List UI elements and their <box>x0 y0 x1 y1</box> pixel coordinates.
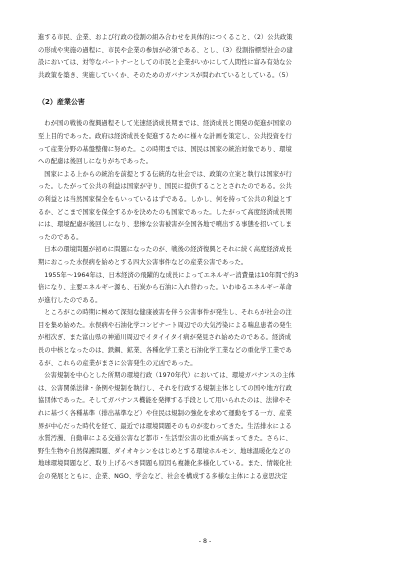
paragraph-3 <box>38 244 372 269</box>
text-line: 倍になり、主要エネルギー源も、石炭から石油に入れ替わった。いわゆるエネルギー革命 <box>38 284 292 292</box>
text-line: るが、これらの産業がまさに公害発生の元凶であった。 <box>38 359 197 367</box>
text-line: った。したがって公共の利益は国家が守り、国民に提供することとされたのである。公共 <box>38 183 292 191</box>
text-line: が進行したのである。 <box>38 296 102 304</box>
text-line: 水質汚濁、自動車による交通公害など都市・生活型公害の比重が高まってきた。さらに、 <box>38 435 292 443</box>
text-line: 地球環境問題など、取り上げるべき問題も原因も複雑化多様化している。また、情報化社 <box>38 460 292 468</box>
text-line: 公害規制を中心とした所期の環境行政（1970年代）においては、環境ガバナンスの主体 <box>44 372 295 380</box>
text-line: わが国の戦後の復興過程そして光速経済成長期までは、経済成長と開発の促進が国家の <box>44 120 292 128</box>
paragraph-2 <box>38 169 372 245</box>
text-line: 日本の環境問題が初めに問題になったのが、戦後の経済復興とそれに続く高度経済成長 <box>44 246 292 254</box>
text-line: の形成や実施の過程に、市民や企業の参加が必須である、とし、（3）役割指標型社会の建 <box>38 46 293 54</box>
text-line: 共政策を築き、実施していくか、そのためのガバナンスが問われているとしている。（5） <box>38 71 293 79</box>
paragraph-6 <box>38 370 372 483</box>
intro-paragraph <box>38 32 372 82</box>
text-line: るか、どこまで国家を保全するかを決めたのも国家であった。したがって高度経済成長期 <box>38 208 292 216</box>
text-line: 進する市民、企業、および行政の役割の組み合わせを具体的につくること、（2）公共政策 <box>38 34 293 41</box>
text-line: 協団体であった。そしてガバナンス機能を発揮する手段として用いられたのは、法律やそ <box>38 397 292 405</box>
text-line: への配慮は後回しになりがちであった。 <box>38 158 153 166</box>
text-line: 界が中心だった時代を経て、最近では環境問題そのものが変わってきた。生活排水による <box>38 422 292 430</box>
paragraph-4 <box>38 270 372 308</box>
page-number: - 8 - <box>198 538 212 545</box>
paragraph-1 <box>38 118 372 168</box>
text-line: 会の発展とともに、企業、NGO、学会など、社会を構成する多様な主体による意思決定 <box>38 473 288 480</box>
text-line: 至上目的であった。政府は経済成長を促進するために様々な計画を策定し、公共投資を行 <box>38 132 292 140</box>
text-line: 野生生物や自然保護問題、ダイオキシンをはじめとする環境ホルモン、地球温暖化などの <box>38 447 291 455</box>
text-line: ところがこの時期に極めて深刻な健康被害を伴う公害事件が発生し、それらが社会の注 <box>44 309 292 317</box>
text-line: 長の中核となったのは、鉄鋼、鉱業、各種化学工業と石油化学工業などの重化学工業であ <box>38 347 292 355</box>
paragraph-5 <box>38 307 372 370</box>
text-line: 期におこった水俣病を始めとする四大公害事件などの産業公害であった。 <box>38 258 248 266</box>
text-line: が相次ぎ、また富山県の神通川周辺でイタイイタイ病が発見され始めたのである。経済成 <box>38 334 292 342</box>
text-line: って産業分野の基盤整備に努めた。この時期までは、国民は国家の統治対象であり、環境 <box>38 145 292 153</box>
text-line: ったのである。 <box>38 233 83 241</box>
section-heading: （2）産業公害 <box>38 98 85 107</box>
text-line: には、環境配慮が後回しになり、悲惨な公害被害が全国各地で噴出する事態を招いてしま <box>38 221 292 229</box>
text-line: 国家による上からの統治を前提とする伝統的な社会では、政策の立案と執行は国家が行 <box>44 170 292 178</box>
text-line: 1955年～1964年は、日本経済の飛躍的な成長によってエネルギー消費量は10年間で約3 <box>44 271 299 279</box>
text-line: は、公害関係法律・条例や規制を執行し、それを行政する規制主体としての国や地方行政 <box>38 384 292 392</box>
text-line: 設においては、対等なパートナーとしての市民と企業がいかにして人間性に富み有効な公 <box>38 59 292 67</box>
text-line: の利益とは当然国家保全をもいっているはずである。しかし、何を持って公共の利益とす <box>38 195 293 203</box>
text-line: れに基づく各種基準（排出基準など）や住民は規制の強化を求めて運動をする一方、産業 <box>38 410 292 418</box>
text-line: 目を集め始めた。水俣病や石油化学コンビナート周辺での大気汚染による喘息患者の発生 <box>38 321 292 329</box>
